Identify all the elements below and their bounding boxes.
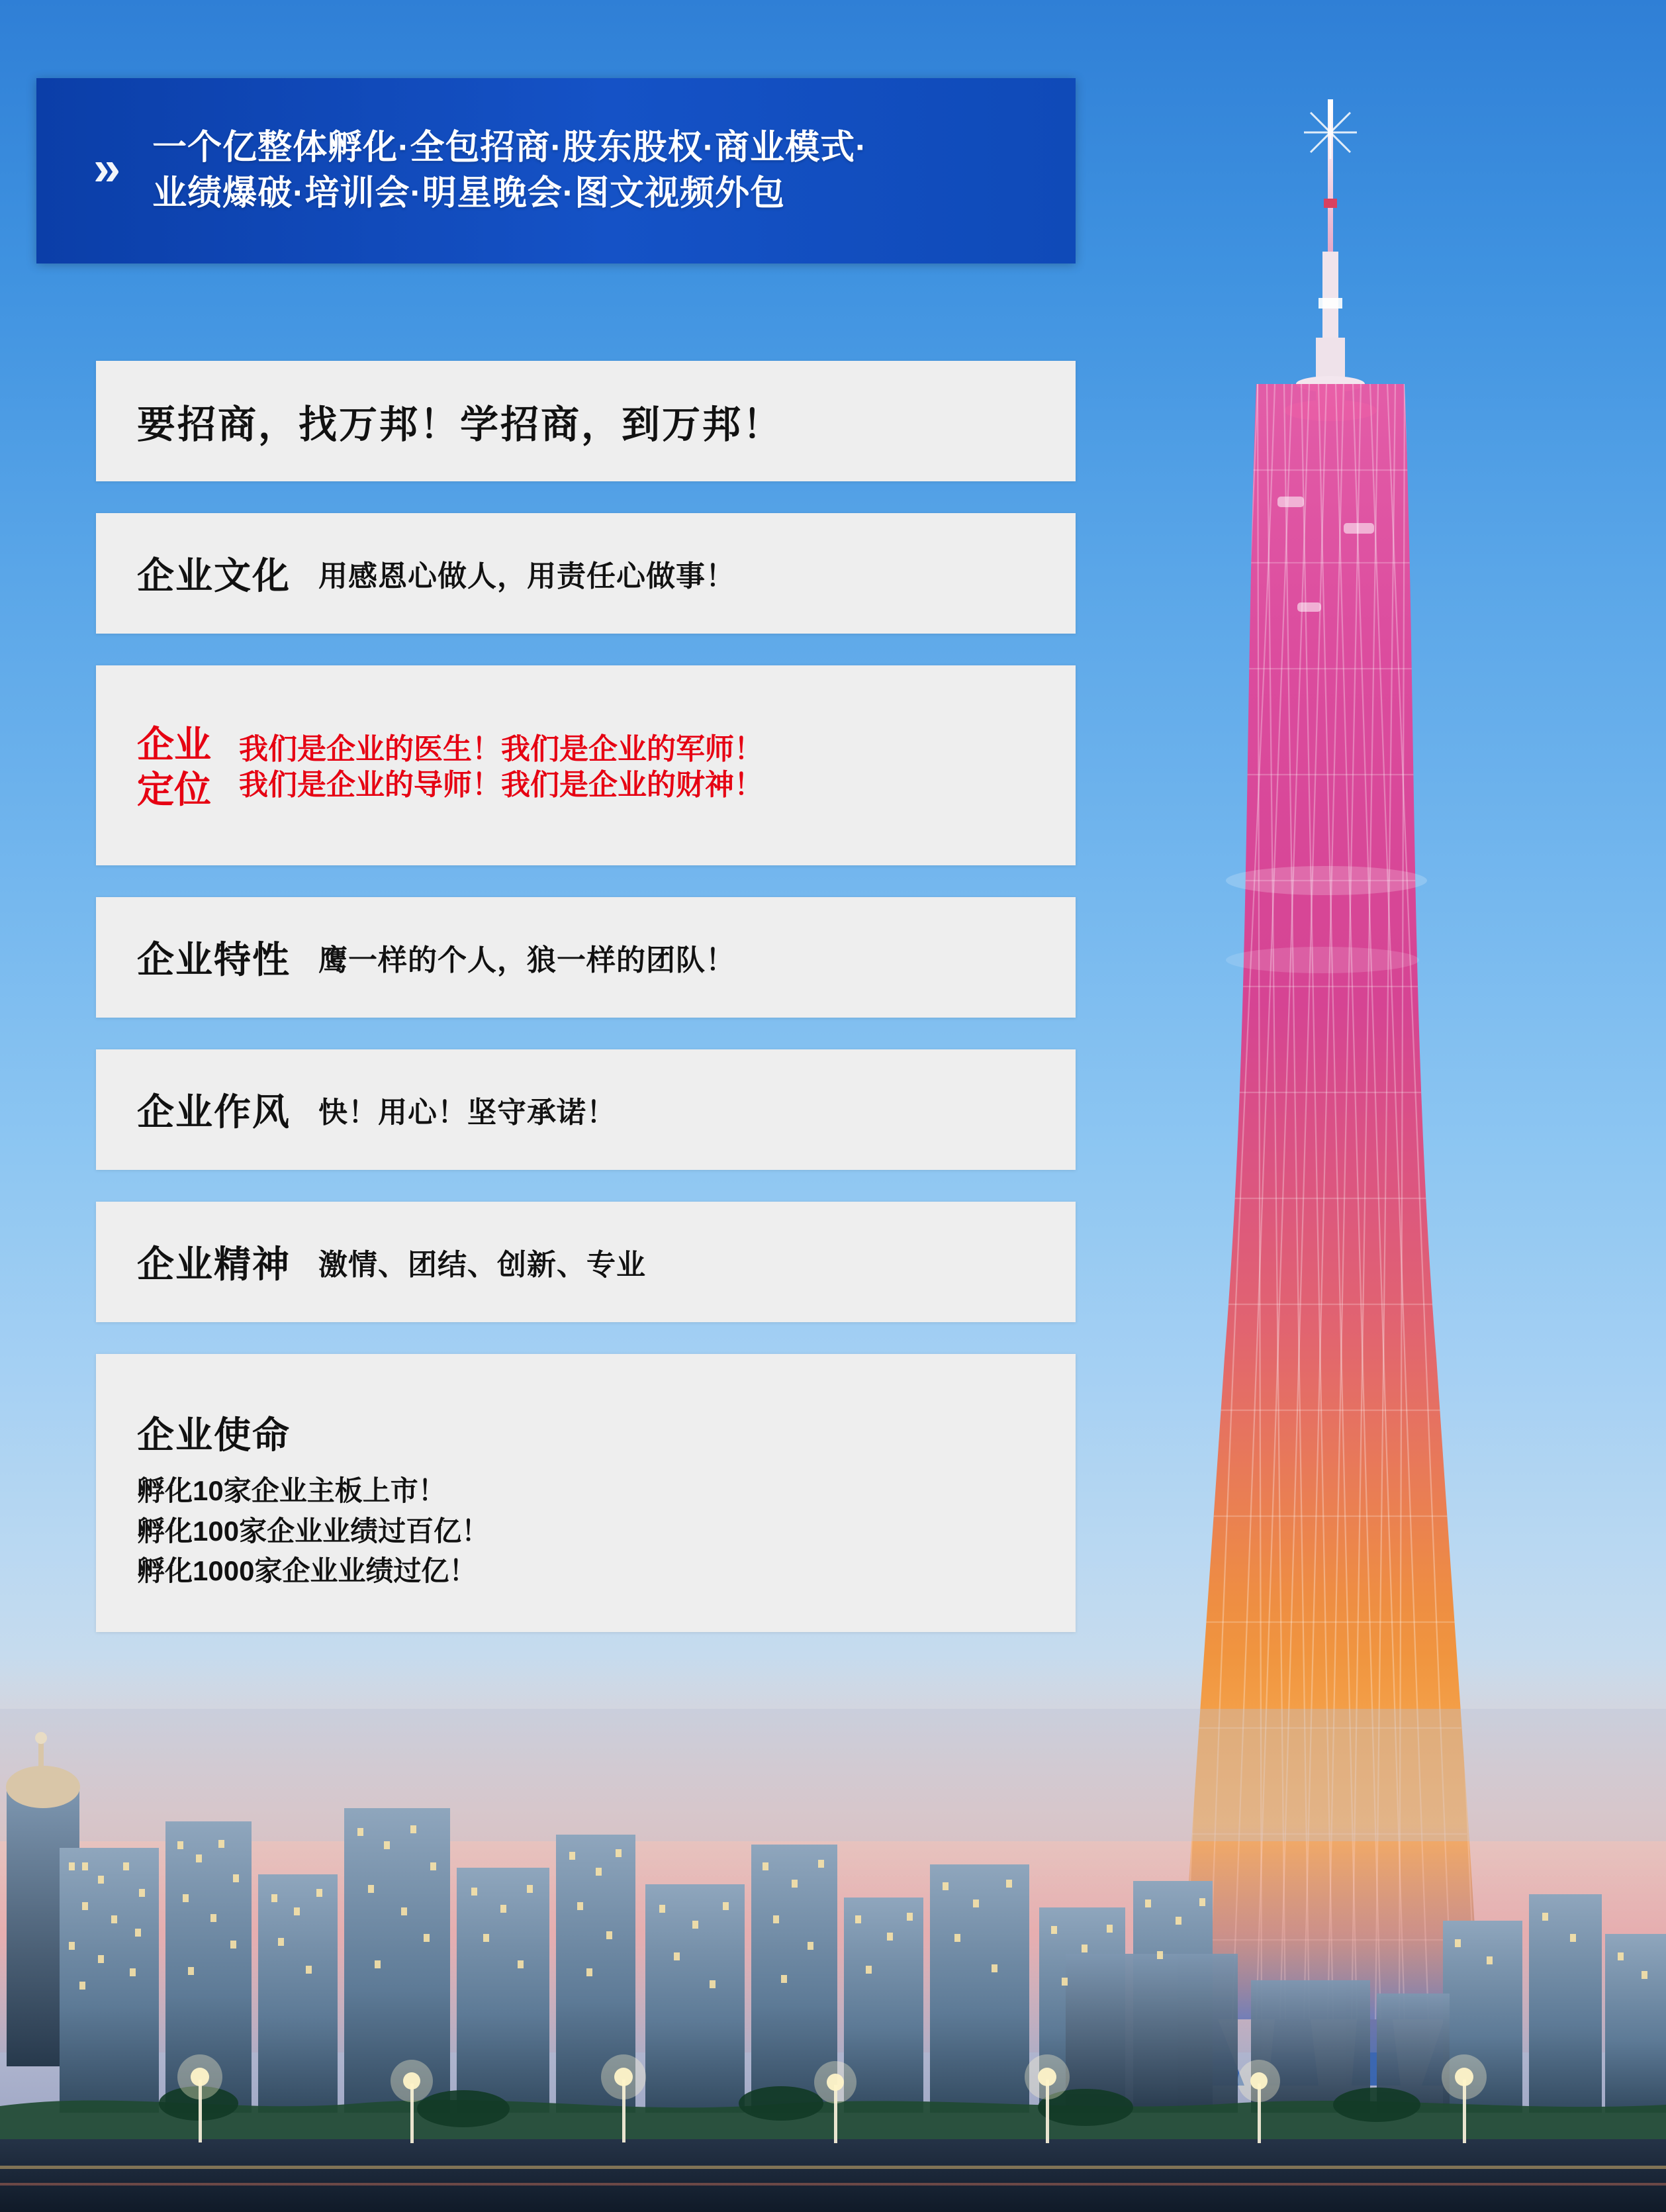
card-position: [96, 665, 1076, 865]
culture-title: 企业文化: [137, 555, 291, 597]
card-character: [96, 897, 1076, 1018]
style-text: 快！用心！坚守承诺！: [318, 1096, 616, 1129]
card-mission: [96, 1354, 1076, 1632]
culture-text: 用感恩心做人，用责任心做事！: [318, 560, 735, 593]
card-list: [96, 361, 1076, 1664]
spirit-title: 企业精神: [137, 1243, 291, 1285]
position-label-line-1: 企业: [137, 723, 211, 765]
card-slogan: [96, 361, 1076, 481]
position-label-line-2: 定位: [137, 769, 211, 810]
double-chevron-right-icon: »: [93, 140, 115, 195]
style-title: 企业作风: [137, 1091, 291, 1133]
position-text-line-1: 我们是企业的医生！我们是企业的军师！: [239, 733, 763, 766]
slogan-text: 要招商，找万邦！学招商，到万邦！: [137, 403, 784, 446]
mission-line-1: 孵化10家企业主板上市！: [137, 1474, 446, 1506]
city-skyline-illustration: [0, 1709, 1666, 2212]
position-text: [239, 732, 763, 802]
position-text-line-2: 我们是企业的导师！我们是企业的财神！: [239, 769, 763, 801]
card-style: [96, 1049, 1076, 1170]
spirit-text: 激情、团结、创新、专业: [318, 1249, 646, 1281]
header-line-1: 一个亿整体孵化·全包招商·股东股权·商业模式·: [152, 128, 868, 168]
character-title: 企业特性: [137, 939, 291, 981]
card-culture: [96, 513, 1076, 634]
position-label: [137, 722, 211, 813]
header-line-2: 业绩爆破·培训会·明星晚会·图文视频外包: [152, 174, 786, 213]
mission-line-3: 孵化1000家企业业绩过亿！: [137, 1555, 477, 1587]
mission-line-2: 孵化100家企业业绩过百亿！: [137, 1515, 490, 1547]
mission-title: 企业使命: [137, 1414, 291, 1456]
character-text: 鹰一样的个人，狼一样的团队！: [318, 944, 735, 977]
card-spirit: [96, 1202, 1076, 1322]
header-text: [152, 125, 867, 216]
header-banner: [36, 78, 1076, 264]
